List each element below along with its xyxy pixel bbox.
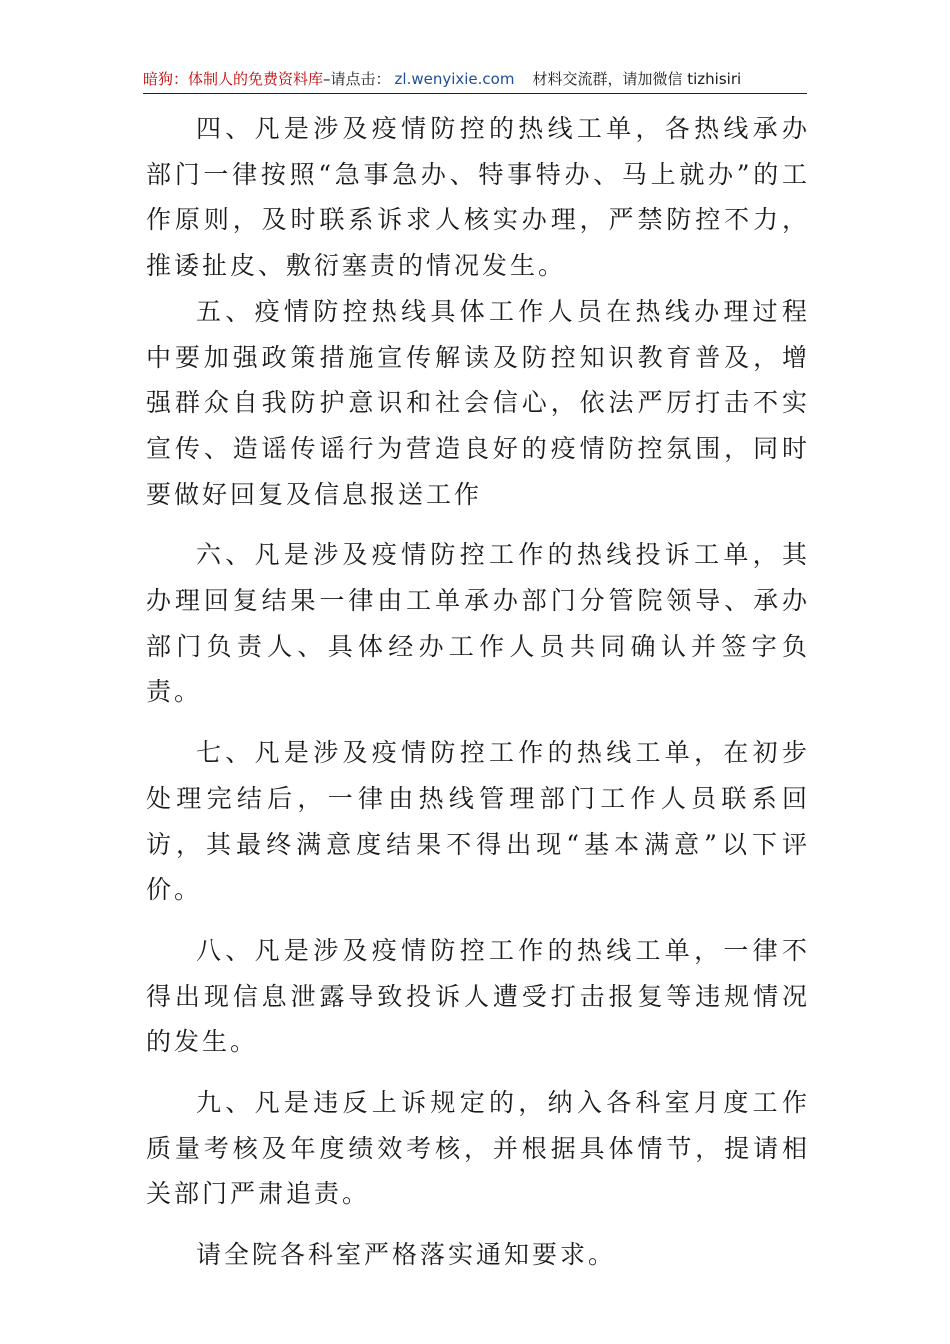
paragraph-item-4: 四、凡是涉及疫情防控的热线工单，各热线承办部门一律按照“急事急办、特事特办、马上就办”的工作原则，及时联系诉求人核实办理，严禁防控不力，推诿扯皮、敷衍塞责的情况发生。	[146, 114, 810, 281]
paragraph-item-5: 五、疫情防控热线具体工作人员在热线办理过程中要加强政策措施宣传解读及防控知识教育普及，增强群众自我防护意识和社会信心，依法严厉打击不实宣传、造谣传谣行为营造良好的疫情防控氛围，同时要做好回复及信息报送工作	[146, 296, 810, 509]
paragraph-item-9: 九、凡是违反上诉规定的，纳入各科室月度工作质量考核及年度绩效考核，并根据具体情节，提请相关部门严肃追责。	[146, 1088, 810, 1209]
header-divider	[143, 93, 807, 94]
header-prompt: –请点击：	[323, 70, 391, 88]
page-header	[143, 66, 807, 92]
document-body	[146, 106, 810, 1278]
header-brand: 暗狗：体制人的免费资料库	[143, 70, 324, 88]
paragraph-item-7: 七、凡是涉及疫情防控工作的热线工单，在初步处理完结后，一律由热线管理部门工作人员联系回访，其最终满意度结果不得出现“基本满意”以下评价。	[146, 738, 810, 905]
paragraph-item-8: 八、凡是涉及疫情防控工作的热线工单，一律不得出现信息泄露导致投诉人遭受打击报复等违规情况的发生。	[146, 935, 810, 1057]
header-url-link[interactable]: zl.wenyixie.com	[394, 70, 515, 88]
closing-instruction: 请全院各科室严格落实通知要求。	[196, 1240, 617, 1270]
paragraph-item-6: 六、凡是涉及疫情防控工作的热线投诉工单，其办理回复结果一律由工单承办部门分管院领导、承办部门负责人、具体经办工作人员共同确认并签字负责。	[146, 540, 810, 707]
header-wechat-note: 材料交流群，请加微信 tizhisiri	[532, 70, 742, 88]
